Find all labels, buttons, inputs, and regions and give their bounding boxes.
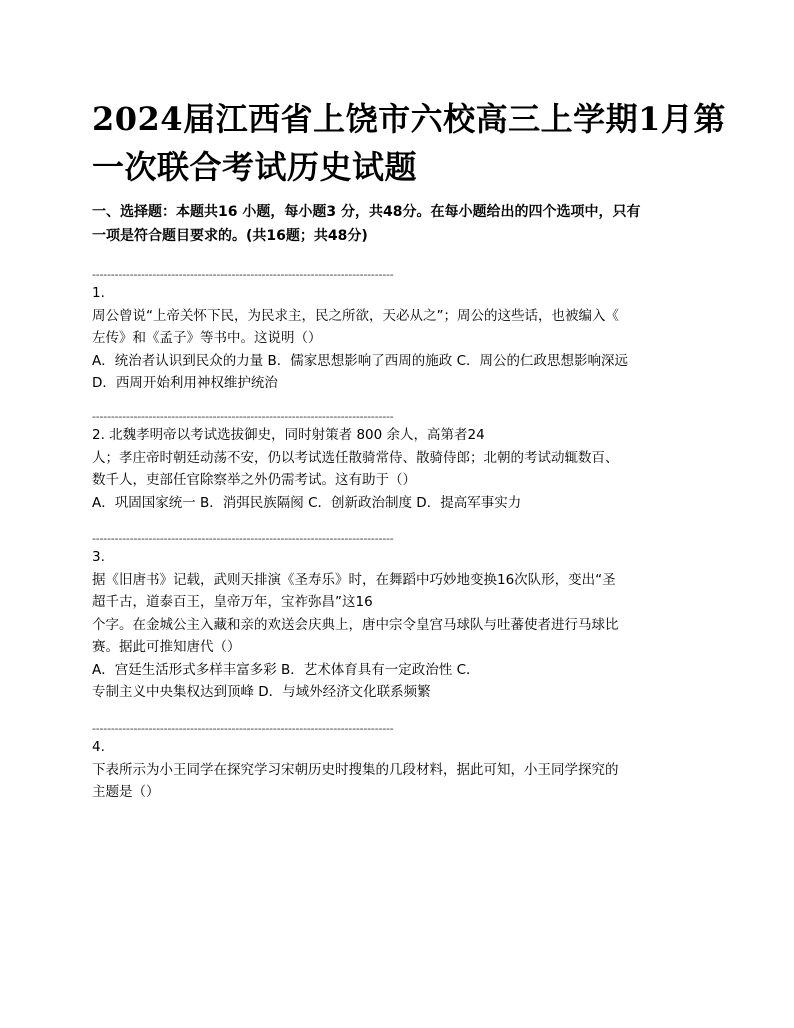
question-options: 专制主义中央集权达到顶峰 D．与域外经济文化联系频繁 — [92, 684, 431, 700]
question-text: 赛。据此可推知唐代（） — [92, 639, 241, 655]
question-1 — [92, 268, 712, 395]
question-number: 3. — [92, 549, 105, 565]
question-4 — [92, 722, 712, 804]
question-text: 2. 北魏孝明帝以考试选拔御史，同时射策者 800 余人，高第者24 — [92, 427, 485, 443]
question-options: A．统治者认识到民众的力量 B．儒家思想影响了西周的施政 C．周公的仁政思想影响深远 — [92, 352, 629, 369]
question-2 — [92, 410, 712, 514]
question-options: D．西周开始利用神权维护统治 — [92, 375, 278, 391]
question-options: A．宫廷生活形式多样丰富多彩 B．艺术体育具有一定政治性 C． — [92, 661, 480, 678]
exam-title-line-2: 一次联合考试历史试题 — [92, 148, 418, 186]
section-heading — [92, 200, 712, 248]
section-heading-line-1: 一、选择题：本题共16 小题，每小题3 分，共48分。在每小题给出的四个选项中，只有 — [92, 204, 641, 220]
question-text: 左传》和《孟子》等书中。这说明（） — [92, 330, 322, 346]
question-options: A．巩固国家统一 B．消弭民族隔阂 C．创新政治制度 D．提高军事实力 — [92, 494, 522, 511]
question-text: 周公曾说“上帝关怀下民，为民求主，民之所欲，天必从之”；周公的这些话，也被编入《 — [92, 307, 619, 324]
question-separator: -------------------------------------------------------------------------------- — [92, 410, 394, 423]
question-number: 1. — [92, 285, 105, 301]
exam-title-line-1: 2024届江西省上饶市六校高三上学期1月第 — [92, 100, 726, 138]
question-number: 4. — [92, 739, 105, 755]
question-separator: -------------------------------------------------------------------------------- — [92, 722, 394, 735]
question-separator: -------------------------------------------------------------------------------- — [92, 268, 394, 281]
question-text: 下表所示为小王同学在探究学习宋朝历史时搜集的几段材料，据此可知，小王同学探究的 — [92, 761, 619, 778]
question-text: 数千人，吏部任官除察举之外仍需考试。这有助于（） — [92, 472, 416, 488]
question-separator: -------------------------------------------------------------------------------- — [92, 532, 394, 545]
question-text: 人；孝庄帝时朝廷动荡不安，仍以考试选任散骑常侍、散骑侍郎；北朝的考试动辄数百、 — [92, 449, 619, 466]
question-3 — [92, 532, 712, 704]
question-text: 主题是（） — [92, 784, 160, 800]
question-text: 超千古，道泰百王，皇帝万年，宝祚弥昌”这16 — [92, 594, 373, 610]
question-text: 个字。在金城公主入藏和亲的欢送会庆典上，唐中宗令皇宫马球队与吐蕃使者进行马球比 — [92, 616, 619, 633]
exam-title — [92, 95, 726, 191]
question-text: 据《旧唐书》记载，武则天排演《圣寿乐》时，在舞蹈中巧妙地变换16次队形，变出“圣 — [92, 571, 616, 588]
section-heading-line-2: 一项是符合题目要求的。(共16题；共48分) — [92, 228, 368, 244]
